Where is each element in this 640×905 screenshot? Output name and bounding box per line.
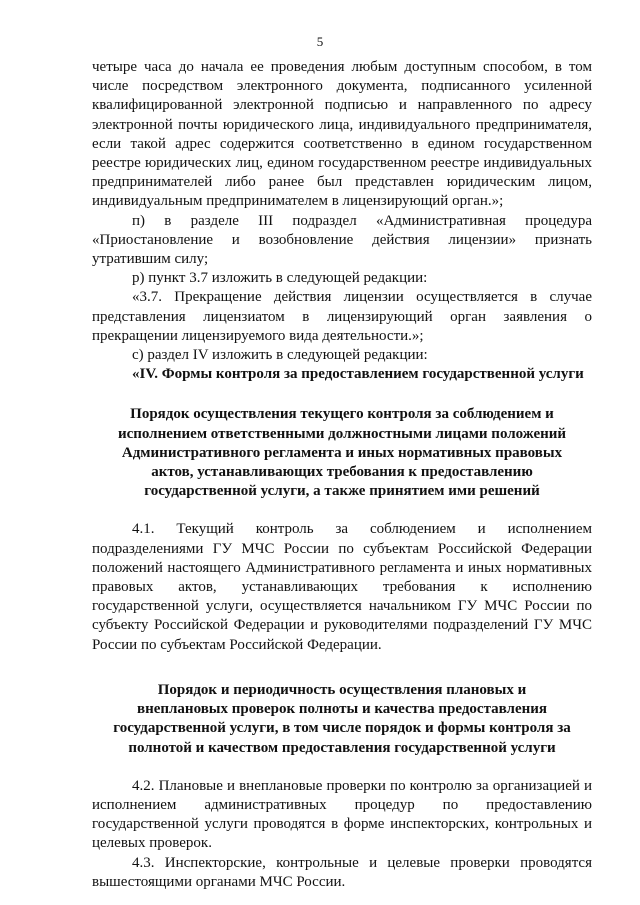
paragraph-item-s: с) раздел IV изложить в следующей редакции: — [132, 347, 428, 364]
paragraph-4-3: 4.3. Инспекторские, контрольные и целевые проверки проводятся вышестоящими органами МЧС России. — [92, 854, 592, 890]
section-title-iv: «IV. Формы контроля за предоставлением государственной услуги — [132, 366, 584, 383]
subsection-heading-current-control: Порядок осуществления текущего контроля за соблюдением и исполнением ответственными должностными лицами положений Административного регламента и иных нормативных правовых актов, устанавливающих требования к предоставлению государственной услуги, а также принятием ими решений — [117, 406, 567, 500]
paragraph-4-1: 4.1. Текущий контроль за соблюдением и исполнением подразделениями ГУ МЧС России по субъектам Российской Федерации положений настоящего Административного регламента и иных нормативных правовых актов, устанавливающих требования к исполнению государственной услуги, осуществляется начальником ГУ МЧС России по субъекту Российской Федерации и руководителями подразделений ГУ МЧС России по субъектам Российской Федерации. — [92, 521, 592, 653]
paragraph-continuation: четыре часа до начала ее проведения любым доступным способом, в том числе посредством электронного документа, подписанного усиленной квалифицированной электронной подписью и направленного по адресу электронной почты юридического лица, индивидуального предпринимателя, если такой адрес содержится соответственно в едином государственном реестре юридических лиц, едином государственном реестре индивидуальных предпринимателей либо ранее был представлен юридическим лицом, индивидуальным предпринимателем в лицензирующий орган.»; — [92, 59, 592, 210]
paragraph-4-2: 4.2. Плановые и внеплановые проверки по контролю за организацией и исполнением административных процедур по предоставлению государственной услуги проводятся в форме инспекторских, контрольных и целевых проверок. — [92, 777, 592, 852]
page-number: 5 — [316, 34, 324, 49]
paragraph-3-7: «3.7. Прекращение действия лицензии осуществляется в случае представления лицензиатом в лицензирующий орган заявления о прекращении лицензируемого вида деятельности.»; — [92, 289, 592, 344]
paragraph-item-r: р) пункт 3.7 изложить в следующей редакции: — [132, 270, 428, 287]
document-body — [92, 58, 592, 892]
subsection-heading-inspections: Порядок и периодичность осуществления плановых и внеплановых проверок полноты и качества предоставления государственной услуги, в том числе порядок и формы контроля за полнотой и качеством предоставления государственной услуги — [113, 681, 571, 756]
paragraph-item-p: п) в разделе III подраздел «Административная процедура «Приостановление и возобновление действия лицензии» признать утратившим силу; — [92, 212, 592, 268]
